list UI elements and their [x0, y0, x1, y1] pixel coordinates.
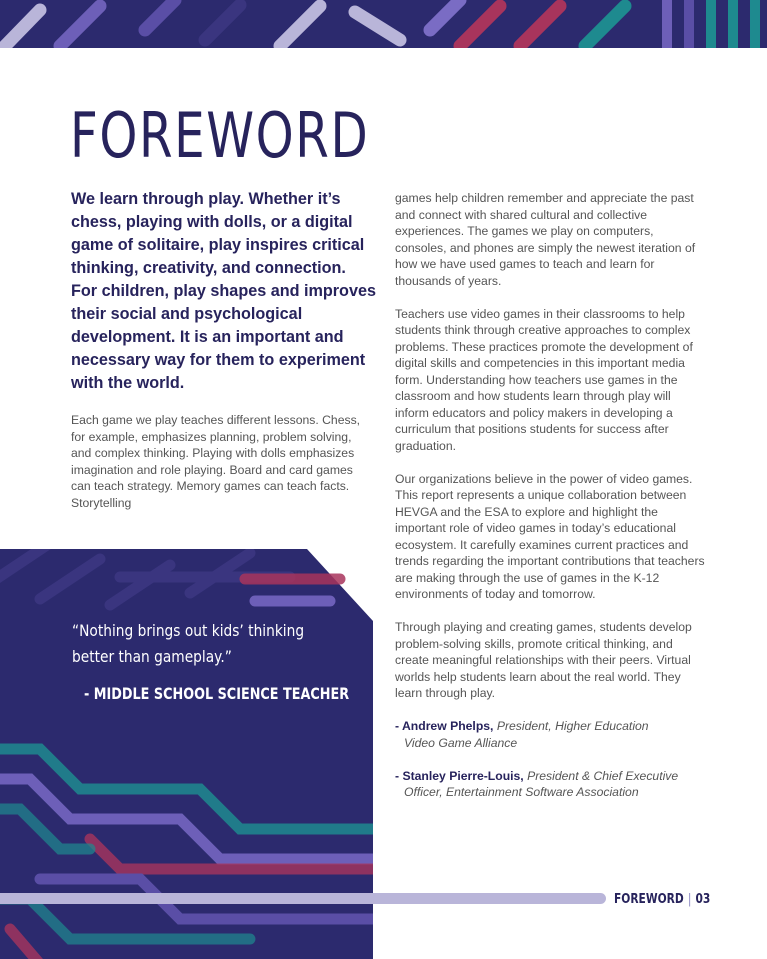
- top-band-pattern: [0, 0, 767, 48]
- lead-paragraph: We learn through play. Whether it’s chess, playing with dolls, or a digital game of solitaire, play inspires critical thinking, creativity, and connection. For children, play shapes and improves their social and psychological development. It is an important and necessary way for them to experiment with the world.: [71, 190, 376, 392]
- signature-role-continued: Video Game Alliance: [404, 735, 518, 750]
- page-footer: [614, 892, 710, 907]
- page-title: FOREWORD: [70, 99, 370, 172]
- footer-bar: [0, 893, 606, 904]
- signature-role-continued: Officer, Entertainment Software Association: [404, 785, 639, 799]
- body-paragraph: Teachers use video games in their classrooms to help students think through creative approaches to complex problems. These practices promote the development of digital skills and competencies in this important media form. Understanding how teachers use games in the classroom and how students learn through play will inform educators and policy makers in developing a curriculum that positions students for success after graduation.: [395, 306, 693, 453]
- signature-role: President & Chief Executive: [523, 768, 679, 783]
- signature-dash: -: [395, 719, 402, 733]
- top-decorative-band: [0, 0, 767, 48]
- body-column-2: [395, 190, 705, 817]
- quote-attribution: - MIDDLE SCHOOL SCIENCE TEACHER: [84, 684, 350, 703]
- signature-stanley-pierre-louis: [395, 768, 705, 801]
- signature-name: Stanley Pierre-Louis,: [402, 768, 524, 783]
- footer-separator: |: [687, 892, 692, 907]
- footer-section-label: FOREWORD: [614, 892, 684, 907]
- signature-name: Andrew Phelps,: [402, 719, 494, 733]
- body-paragraph: Through playing and creating games, students develop problem-solving skills, promote critical thinking, and create meaningful relationships with their peers. Virtual worlds help students learn about the real world. They learn through play.: [395, 620, 692, 700]
- body-column-1: Each game we play teaches different lessons. Chess, for example, emphasizes planning, problem solving, and complex thinking. Playing with dolls emphasizes imagination and role playing. Board and card games can teach strategy. Memory games can teach facts. Storytelling: [71, 413, 361, 510]
- body-paragraph: games help children remember and appreciate the past and connect with shared cultural and collective experiences. The games we play on computers, consoles, and phones are simply the newest iteration of how we have used games to teach and learn for thousands of years.: [395, 191, 696, 288]
- body-paragraph: Our organizations believe in the power of video games. This report represents a unique collaboration between HEVGA and the ESA to explore and highlight the important role of video games in today’s educational ecosystem. It carefully examines current practices and trends regarding the important contributions that teachers are making through the use of games in the K-12 environments of today and tomorrow.: [395, 471, 705, 601]
- page-number: 03: [695, 892, 711, 907]
- signature-dash: -: [395, 768, 403, 783]
- signature-andrew-phelps: [395, 718, 705, 751]
- signature-role: President, Higher Education: [493, 719, 649, 733]
- pull-quote: “Nothing brings out kids’ thinking better than gameplay.”: [72, 621, 305, 666]
